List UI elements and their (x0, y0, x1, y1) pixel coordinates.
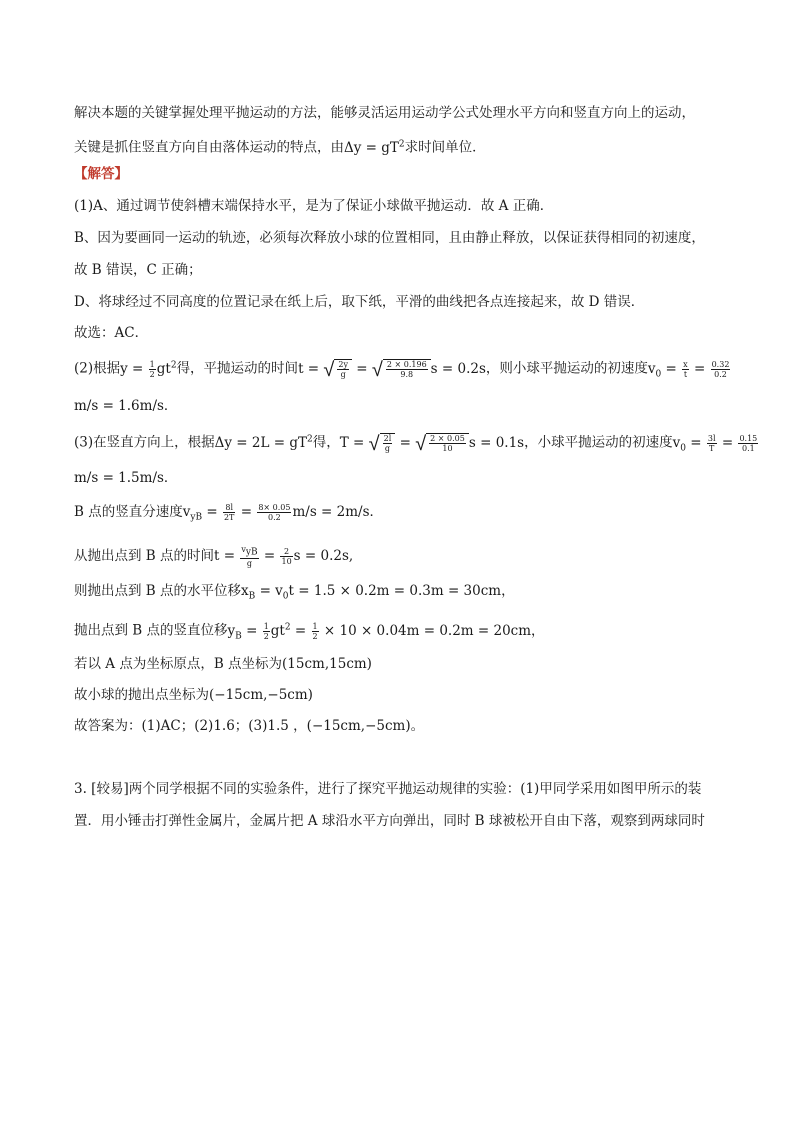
analysis-formula: $\Delta y = gT^2$ (344, 139, 405, 156)
part3-line: (3)在竖直方向上，根据$\Delta y = 2L = gT^2$得，T = √ $\frac{2l}{g}$ = √ $\frac{2 \times 0.05}{10}$ s = 0.1s，小球平抛运动的初速度$v_0$ = $\frac{3l}{T}$ = $\frac{0.15}{0.1}$ (74, 431, 758, 455)
analysis-line-2-end: 求时间单位． (404, 139, 486, 156)
part2-text-3: ，则小球平抛运动的初速度 (485, 360, 648, 377)
time-line: 从抛出点到 B 点的时间t = $\frac{v_{yB}}{g}$ = $\frac{2}{10}$ s = 0.2s, (74, 545, 354, 568)
part2-line: (2)根据y = $\frac{1}{2}$ $gt^2$得，平抛运动的时间t = √ $\frac{2y}{g}$ = √ $\frac{2 \times 0.196}{9.8}$ s = 0.2s，则小球平抛运动的初速度$v_0$ = $\frac{x}{t}$ = $\frac{0.32}{0.2}$ (74, 357, 730, 381)
part3-text-1: (3)在竖直方向上，根据 (74, 434, 215, 451)
sqrt-values: √ $\frac{2 \times 0.196}{9.8}$ (372, 359, 431, 379)
throw-point-line: 故小球的抛出点坐标为(−15cm,−5cm) (74, 687, 313, 703)
final-answer: 故答案为：(1)AC；(2)1.6；(3)1.5 ，(−15cm,−5cm)。 (74, 718, 425, 734)
sqrt-2y-g: √ $\frac{2y}{g}$ (323, 359, 352, 379)
part2-text-1: (2)根据 (74, 360, 121, 377)
part3-result: m/s = 1.5m/s． (74, 470, 178, 486)
sqrt-2l-g: √ $\frac{2l}{g}$ (369, 433, 396, 453)
v0-fraction: $\frac{0.32}{0.2}$ (711, 359, 730, 379)
solution-heading: 【解答】 (74, 166, 128, 182)
part1-b2: 故 B 错误，C 正确； (74, 262, 202, 278)
part1-a: (1)A、通过调节使斜槽末端保持水平，是为了保证小球做平抛运动．故 A 正确． (74, 198, 554, 214)
analysis-line-2-text: 关键是抓住竖直方向自由落体运动的特点，由 (74, 139, 344, 156)
sqrt-values-3: √ $\frac{2 \times 0.05}{10}$ (415, 433, 469, 453)
analysis-line-2 (74, 135, 486, 157)
part1-b1: B、因为要画同一运动的轨迹，必须每次释放小球的位置相同，且由静止释放，以保证获得相同的初速度， (74, 230, 705, 246)
question-3-line-2: 置．用小锤击打弹性金属片，金属片把 A 球沿水平方向弹出，同时 B 球被松开自由下落，观察到两球同时 (74, 813, 705, 829)
part2-text-2: 得，平抛运动的时间 (176, 360, 299, 377)
analysis-line-1: 解决本题的关键掌握处理平抛运动的方法，能够灵活运用运动学公式处理水平方向和竖直方向上的运动， (74, 105, 695, 121)
xb-line: 则抛出点到 B 点的水平位移$x_B = v_0t = 1.5 \times 0.2m = 0.3m = 30cm$， (74, 583, 515, 602)
part1-d: D、将球经过不同高度的位置记录在纸上后，取下纸，平滑的曲线把各点连接起来，故 D 错误． (74, 294, 645, 310)
half-fraction: $\frac{1}{2}$ (149, 359, 155, 379)
origin-line: 若以 A 点为坐标原点，B 点坐标为(15cm,15cm) (74, 656, 372, 672)
part1-answer: 故选：AC． (74, 325, 149, 341)
part2-result: m/s = 1.6m/s． (74, 398, 178, 414)
question-3-line-1: 3. [较易]两个同学根据不同的实验条件，进行了探究平抛运动规律的实验：(1)甲同学采用如图甲所示的装 (74, 781, 702, 797)
yb-line: 抛出点到 B 点的竖直位移$y_B$ = $\frac{1}{2}$ $gt^2$ = $\frac{1}{2}$ × 10 × 0.04m = 0.2m = 20cm， (74, 621, 545, 642)
vyb-line: B 点的竖直分速度$v_{yB}$ = $\frac{8l}{2T}$ = $\frac{8\times 0.05}{0.2}$ m/s = 2m/s． (74, 503, 384, 523)
